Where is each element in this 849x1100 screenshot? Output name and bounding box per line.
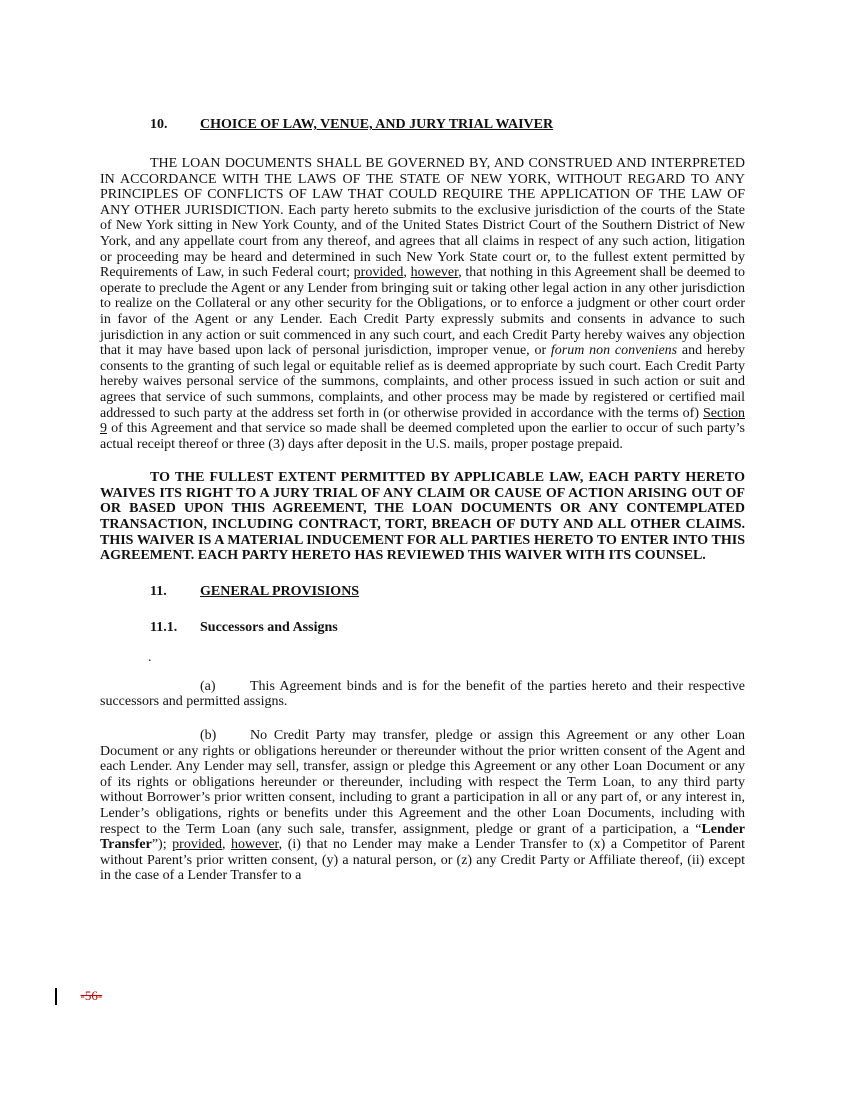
section-title: CHOICE OF LAW, VENUE, AND JURY TRIAL WAIVER — [200, 117, 554, 132]
clause-b: (b) No Credit Party may transfer, pledge or assign this Agreement or any other Loan Document or any rights or obligations hereunder or thereunder without the prior written consent of the Agent and each Lender. Any Lender may sell, transfer, assign or pledge this Agreement or any other Loan Document or any of its rights or obligations hereunder or thereunder, including with respect the Term Loan, to any third party without Borrower’s prior written consent, including to grant a participation in all or any part of, or any interest in, Lender’s obligations, rights or benefits under this Agreement and the other Loan Documents, including with respect to the Term Loan (any such sale, transfer, assignment, pledge or grant of a participation, a “Lender Transfer”); provided, however, (i) that no Lender may make a Lender Transfer to (x) a Competitor of Parent without Parent’s prior written consent, (y) a natural person, or (z) any Credit Party or Affiliate thereof, (ii) except in the case of a Lender Transfer to a — [100, 728, 745, 884]
subsection-11-1-heading — [100, 620, 745, 636]
change-bar — [55, 988, 57, 1005]
document-page — [100, 117, 745, 884]
jury-waiver-paragraph: TO THE FULLEST EXTENT PERMITTED BY APPLICABLE LAW, EACH PARTY HERETO WAIVES ITS RIGHT TO A JURY TRIAL OF ANY CLAIM OR CAUSE OF ACTION ARISING OUT OF OR BASED UPON THIS AGREEMENT, THE LOAN DOCUMENTS OR ANY CONTEMPLATED TRANSACTION, INCLUDING CONTRACT, TORT, BREACH OF DUTY AND ALL OTHER CLAIMS. THIS WAIVER IS A MATERIAL INDUCEMENT FOR ALL PARTIES HERETO TO ENTER INTO THIS AGREEMENT. EACH PARTY HERETO HAS REVIEWED THIS WAIVER WITH ITS COUNSEL. — [100, 470, 745, 564]
provided-term: provided — [353, 265, 404, 281]
section-number: 11. — [150, 583, 167, 599]
clause-a: (a) This Agreement binds and is for the benefit of the parties hereto and their respective successors and permitted assigns. — [100, 678, 745, 710]
governing-law-paragraph: THE LOAN DOCUMENTS SHALL BE GOVERNED BY, AND CONSTRUED AND INTERPRETED IN ACCORDANCE WITH THE LAWS OF THE STATE OF NEW YORK, WITHOUT REGARD TO ANY PRINCIPLES OF CONFLICTS OF LAW THAT COULD REQUIRE THE APPLICATION OF THE LAW OF ANY OTHER JURISDICTION. Each party hereto submits to the exclusive jurisdiction of the courts of the State of New York sitting in New York County, and of the United States District Court of the Southern District of New York, and any appellate court from any thereof, and agrees that all claims in respect of any such action, litigation or proceeding may be heard and determined in such New York State court or, to the fullest extent permitted by Requirements of Law, in such Federal court; provided, however, that nothing in this Agreement shall be deemed to operate to preclude the Agent or any Lender from bringing suit or taking other legal action in any other jurisdiction to realize on the Collateral or any other security for the Obligations, or to enforce a judgment or other court order in favor of the Agent or any Lender. Each Credit Party expressly submits and consents in advance to such jurisdiction in any action or suit commenced in any such court, and each Credit Party hereby waives any objection that it may have based upon lack of personal jurisdiction, improper venue, or forum non conveniens and hereby consents to the granting of such legal or equitable relief as is deemed appropriate by such court. Each Credit Party hereby waives personal service of the summons, complaints, and other process issued in such action or suit and agrees that service of such summons, complaints, and other process may be made by registered or certified mail addressed to such party at the address set forth in (or otherwise provided in accordance with the terms of) Section 9 of this Agreement and that service so made shall be deemed completed upon the earlier to occur of such party’s actual receipt thereof or three (3) days after deposit in the U.S. mails, proper postage prepaid. — [100, 156, 745, 452]
section-title: GENERAL PROVISIONS — [200, 583, 360, 599]
section-10-heading — [100, 117, 745, 133]
page-footer — [55, 987, 102, 1005]
subsection-number: 11.1. — [150, 619, 178, 635]
lender-transfer-term: Lender Transfer — [100, 821, 745, 853]
section-number: 10. — [150, 117, 168, 132]
forum-non-conveniens: forum non conveniens — [550, 343, 678, 359]
stray-period: . — [148, 649, 152, 665]
page-number: -56- — [80, 988, 103, 1004]
however-term: however — [410, 265, 459, 281]
section-11-heading — [100, 584, 745, 600]
section-9-reference: Section 9 — [100, 405, 745, 437]
subsection-title: Successors and Assigns — [200, 619, 338, 635]
